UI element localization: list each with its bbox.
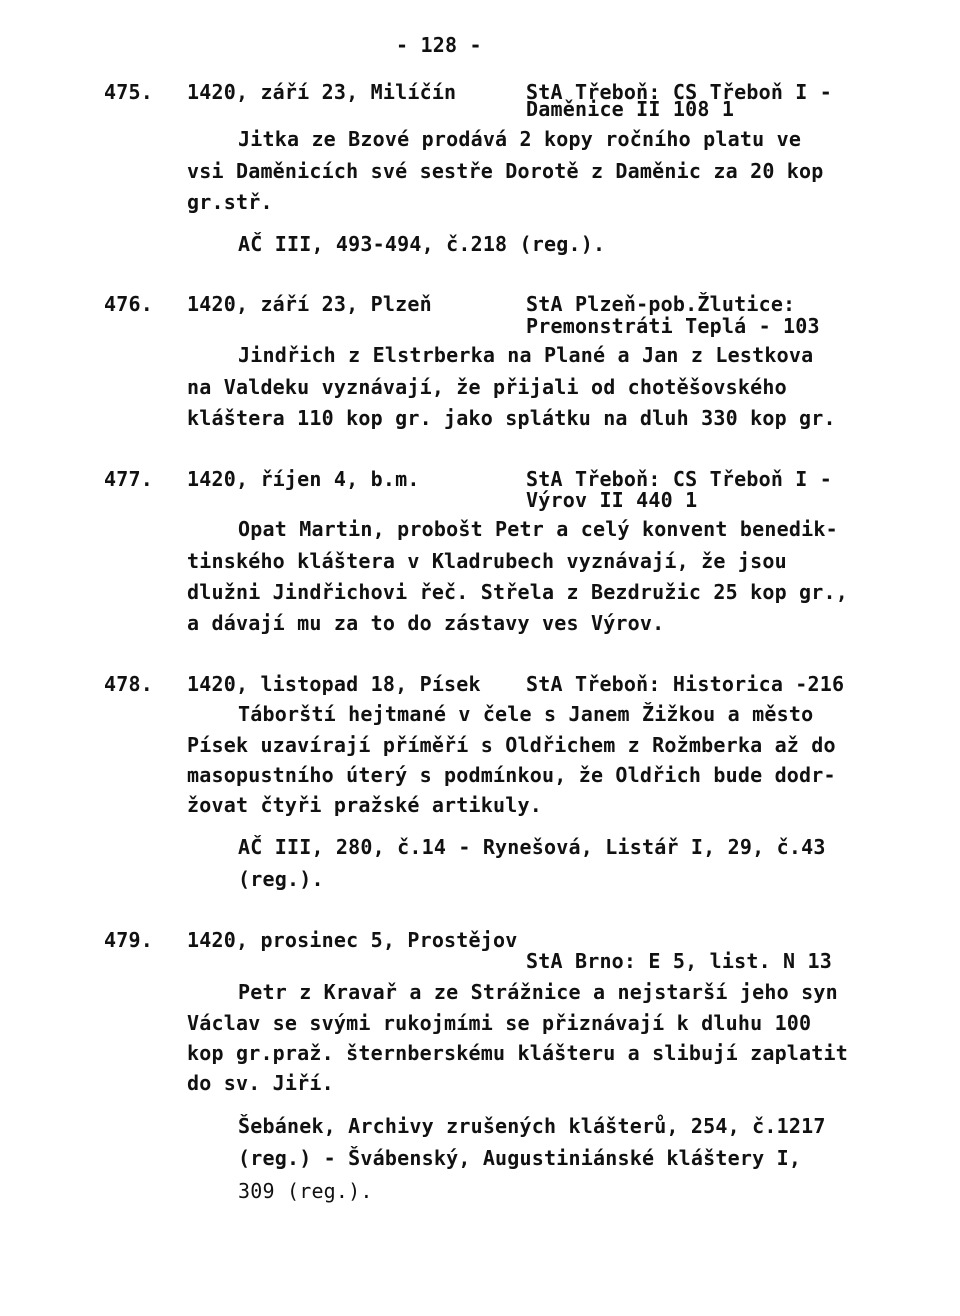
page-number: - 128 - <box>396 33 482 57</box>
archive-line: Premonstráti Teplá - 103 <box>526 314 820 338</box>
text-line: gr.stř. <box>187 190 273 214</box>
archive-line: StA Třeboň: CS Třeboň I - <box>526 80 833 104</box>
archive-line: StA Třeboň: Historica -216 <box>526 672 845 696</box>
archive-line: StA Třeboň: CS Třeboň I - <box>526 467 833 491</box>
entry-header: 1420, listopad 18, Písek <box>187 672 481 696</box>
archive-line: StA Plzeň-pob.Žlutice: <box>526 292 796 316</box>
text-line: na Valdeku vyznávají, že přijali od chotěšovského <box>187 375 787 399</box>
text-line: kláštera 110 kop gr. jako splátku na dluh 330 kop gr. <box>187 406 836 430</box>
text-line: žovat čtyři pražské artikuly. <box>187 793 542 817</box>
text-line: Písek uzavírají příměří s Oldřichem z Rožmberka až do <box>187 733 836 757</box>
reference-line: 309 (reg.). <box>238 1179 373 1203</box>
entry-header: 1420, září 23, Plzeň <box>187 292 432 316</box>
text-line: do sv. Jiří. <box>187 1071 334 1095</box>
text-line: tinského kláštera v Kladrubech vyznávají, že jsou <box>187 549 787 573</box>
reference-line: (reg.) - Švábenský, Augustiniánské kláštery I, <box>238 1146 802 1170</box>
text-line: Opat Martin, probošt Petr a celý konvent benedik- <box>238 517 838 541</box>
text-line: Petr z Kravař a ze Strážnice a nejstarší jeho syn <box>238 980 838 1004</box>
archive-line: Daměnice II 108 1 <box>526 97 735 121</box>
entry-number: 476. <box>104 292 153 316</box>
archive-line: StA Brno: E 5, list. N 13 <box>526 949 833 973</box>
text-line: Václav se svými rukojmími se přiznávají k dluhu 100 <box>187 1011 812 1035</box>
entry-number: 475. <box>104 80 153 104</box>
entry-header: 1420, září 23, Milíčín <box>187 80 457 104</box>
entry-number: 477. <box>104 467 153 491</box>
text-line: Jitka ze Bzové prodává 2 kopy ročního platu ve <box>238 127 802 151</box>
entry-header: 1420, prosinec 5, Prostějov <box>187 928 518 952</box>
text-line: vsi Daměnicích své sestře Dorotě z Daměnic za 20 kop <box>187 159 824 183</box>
text-line: Táborští hejtmané v čele s Janem Žižkou a město <box>238 702 814 726</box>
entry-number: 478. <box>104 672 153 696</box>
text-line: a dávají mu za to do zástavy ves Výrov. <box>187 611 665 635</box>
reference-line: AČ III, 280, č.14 - Rynešová, Listář I, 29, č.43 <box>238 835 826 859</box>
entry-header: 1420, říjen 4, b.m. <box>187 467 420 491</box>
reference-line: AČ III, 493-494, č.218 (reg.). <box>238 232 606 256</box>
entry-number: 479. <box>104 928 153 952</box>
text-line: masopustního úterý s podmínkou, že Oldřich bude dodr- <box>187 763 836 787</box>
text-line: kop gr.praž. šternberskému klášteru a slibují zaplatit <box>187 1041 849 1065</box>
archive-line: Výrov II 440 1 <box>526 488 698 512</box>
text-line: dlužni Jindřichovi řeč. Střela z Bezdružic 25 kop gr., <box>187 580 849 604</box>
reference-line: (reg.). <box>238 867 324 891</box>
reference-line: Šebánek, Archivy zrušených klášterů, 254, č.1217 <box>238 1114 826 1138</box>
text-line: Jindřich z Elstrberka na Plané a Jan z Lestkova <box>238 343 814 367</box>
